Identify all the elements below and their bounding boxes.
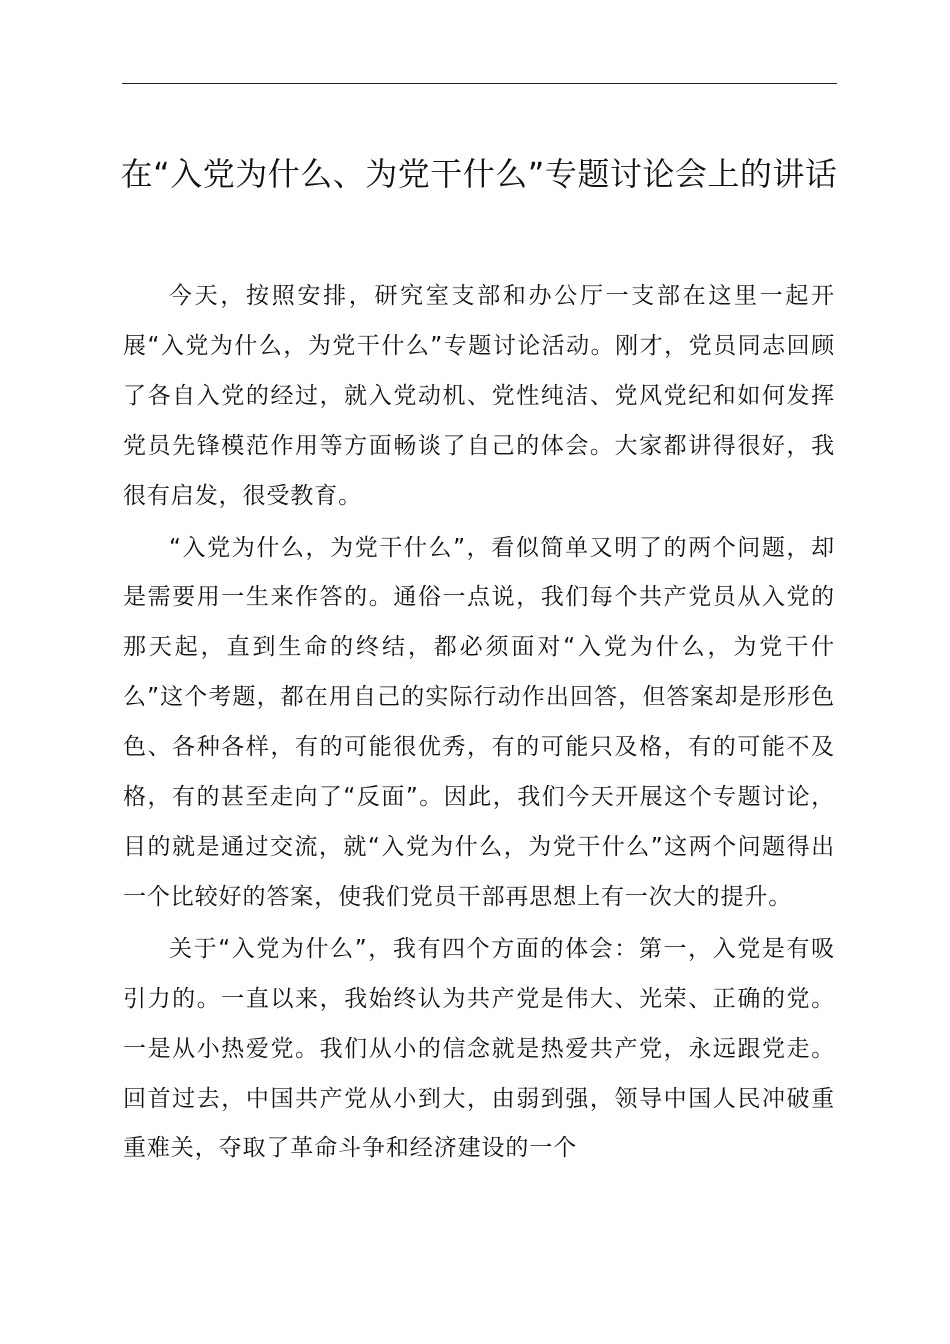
document-body bbox=[123, 272, 835, 1176]
paragraph-2: “入党为什么，为党干什么”，看似简单又明了的两个问题，却是需要用一生来作答的。通俗一点说，我们每个共产党员从入党的那天起，直到生命的终结，都必须面对“入党为什么，为党干什么”这个考题，都在用自己的实际行动作出回答，但答案却是形形色色、各种各样，有的可能很优秀，有的可能只及格，有的可能不及格，有的甚至走向了“反面”。因此，我们今天开展这个专题讨论，目的就是通过交流，就“入党为什么，为党干什么”这两个问题得出一个比较好的答案，使我们党员干部再思想上有一次大的提升。 bbox=[123, 534, 835, 910]
header-rule bbox=[122, 83, 837, 84]
paragraph-1: 今天，按照安排，研究室支部和办公厅一支部在这里一起开展“入党为什么，为党干什么”专题讨论活动。刚才，党员同志回顾了各自入党的经过，就入党动机、党性纯洁、党风党纪和如何发挥党员先锋模范作用等方面畅谈了自己的体会。大家都讲得很好，我很有启发，很受教育。 bbox=[123, 283, 835, 509]
document-title: 在“入党为什么、为党干什么”专题讨论会上的讲话 bbox=[120, 155, 838, 193]
paragraph-3: 关于“入党为什么”，我有四个方面的体会：第一，入党是有吸引力的。一直以来，我始终认为共产党是伟大、光荣、正确的党。一是从小热爱党。我们从小的信念就是热爱共产党，永远跟党走。回首过去，中国共产党从小到大，由弱到强，领导中国人民冲破重重难关，夺取了革命斗争和经济建设的一个 bbox=[123, 935, 835, 1162]
